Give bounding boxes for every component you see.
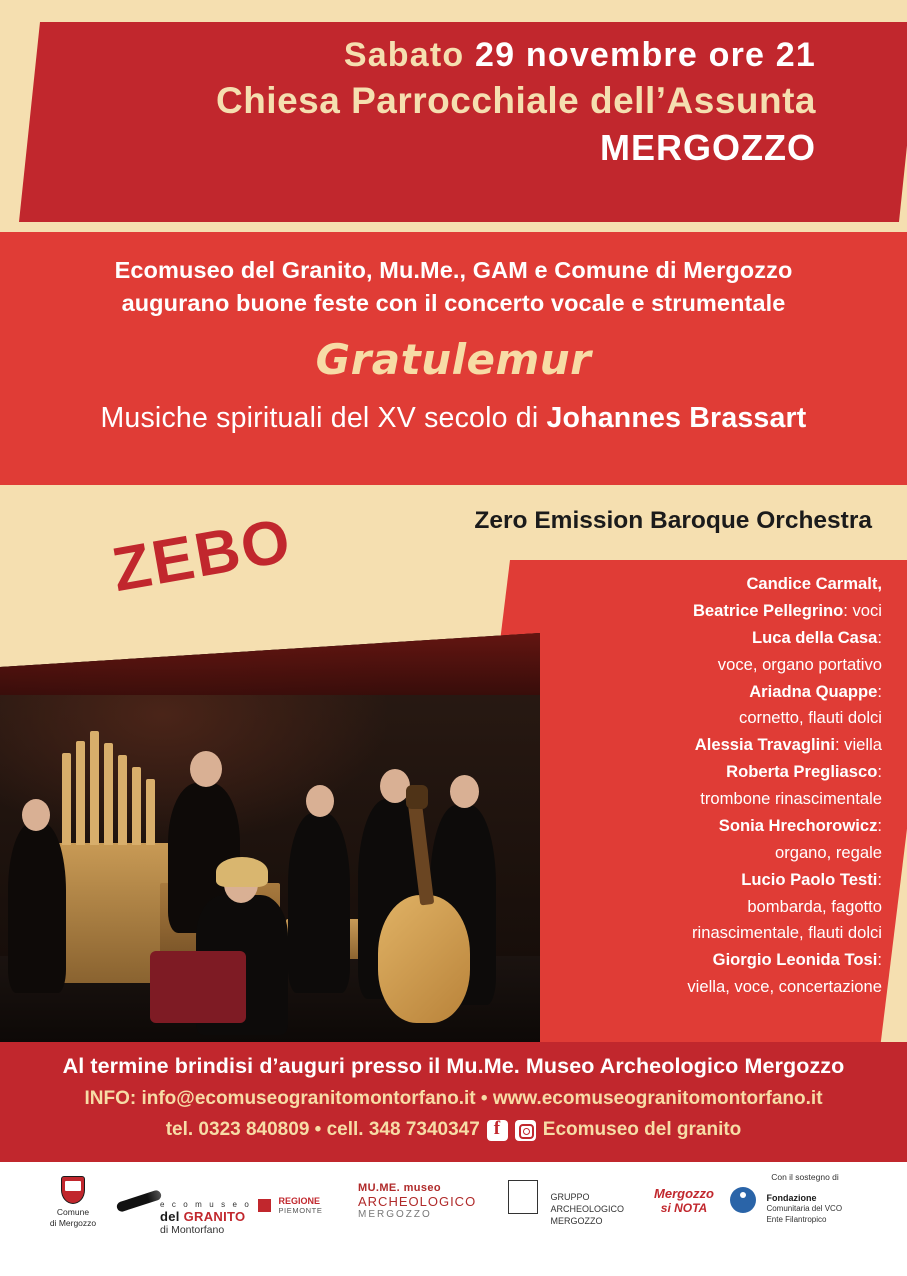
logo-gam [508,1180,648,1227]
logo-caption [30,1207,116,1228]
organ-pipe [146,779,155,845]
musician-face [190,751,222,787]
logo-fondazione-vco [730,1172,898,1225]
performer-role: : [877,681,882,701]
logo-line: Fondazione [766,1192,817,1203]
logo-line: MERGOZZO [550,1215,603,1226]
ensemble-full-name: Zero Emission Baroque Orchestra [474,507,872,534]
list-item [520,947,882,974]
organ-pipe [104,743,113,845]
phone-numbers: tel. 0323 840809 • cell. 348 7340347 [165,1119,480,1140]
performer-name: Ariadna Quappe [749,681,878,701]
info-band [0,1042,907,1162]
logo-line [160,1209,268,1224]
performer-name: Sonia Hrechorowicz [718,815,878,835]
list-item [520,652,882,679]
stage-curtain [0,633,540,695]
ensemble-section [0,485,907,1042]
musician-face [450,775,479,808]
list-item [520,571,882,598]
logo-line: di Mergozzo [49,1217,97,1228]
organizers-line: Ecomuseo del Granito, Mu.Me., GAM e Comune di Mergozzo [114,257,793,283]
musician-face [306,785,334,817]
event-date-value: 29 novembre ore 21 [475,36,816,74]
logo-line: MERGOZZO [358,1209,432,1220]
header-band [0,0,907,232]
logo-line: di Montorfano [160,1224,225,1236]
performer-name: Beatrice Pellegrino [692,600,844,620]
list-item [520,867,882,894]
logo-line: Comunitaria del VCO [766,1204,843,1214]
performer-name: Alessia Travaglini [694,735,835,755]
list-item [520,894,882,921]
venue-city: MERGOZZO [600,126,816,168]
logo-line: MU.ME. museo [358,1182,442,1194]
performer-role: voce, organo portativo [717,654,882,674]
list-item [520,598,882,625]
concert-subtitle [0,402,907,435]
sponsor-logos-bar [0,1162,907,1276]
performer-role: : [877,627,882,647]
greeting-line: augurano buone feste con il concerto vocale e strumentale [121,290,786,317]
list-item [520,813,882,840]
list-item [520,732,882,759]
performer-name: Luca della Casa [751,627,878,647]
chair [150,951,246,1023]
logo-line: REGIONE [278,1196,320,1206]
logo-line: PIEMONTE [278,1206,323,1215]
logo-regione-piemonte [258,1196,348,1215]
performer-role: viella, voce, concertazione [687,977,882,997]
event-date-line [0,36,816,74]
logo-line: Comune [56,1207,90,1217]
logo-line: si NOTA [660,1201,708,1215]
coat-of-arms-icon [61,1176,85,1204]
subtitle-plain: Musiche spirituali del XV secolo di [100,401,547,434]
performer-name: Giorgio Leonida Tosi [712,950,878,970]
list-item [520,786,882,813]
performer-name: Candice Carmalt, [746,574,882,593]
composer-name: Johannes Brassart [546,401,807,434]
list-item [520,679,882,706]
organ-pipe [132,767,141,845]
venue-name: Chiesa Parrocchiale dell’Assunta [215,80,816,122]
performer-role: : viella [834,735,882,755]
list-item [520,705,882,732]
performer-name: Roberta Pregliasco [726,762,878,782]
regione-piemonte-icon [258,1199,271,1212]
intro-band [0,232,907,485]
concert-title: Gratulemur [315,334,592,384]
performer-role: : [877,762,882,782]
header-text-group [0,36,838,168]
performer-role: rinascimentale, flauti dolci [692,923,882,943]
performer-role: : [877,869,882,889]
hair [216,857,268,887]
performer-role: bombarda, fagotto [747,896,882,916]
performers-list [520,571,890,1001]
logo-line: e c o m u s e o [160,1200,252,1209]
logo-line: ARCHEOLOGICO [550,1203,624,1214]
after-concert-note: Al termine brindisi d’auguri presso il Mu.Me. Museo Archeologico Mergozzo [62,1054,845,1078]
performer-role: : [877,950,882,970]
list-item [520,974,882,1001]
performer-role: : [877,815,882,835]
logo-mume [358,1182,528,1220]
list-item [520,759,882,786]
logo-mergozzo-si-nota [636,1186,732,1215]
event-date-prefix: Sabato [343,36,476,74]
chisel-icon [116,1189,163,1213]
organ-pipe [76,741,85,845]
organ-pipe [90,731,99,845]
ensemble-acronym: ZEBO [107,505,297,606]
logo-ecomuseo-granito [118,1180,268,1236]
performer-role: : voci [843,600,882,620]
performer-role: organo, regale [774,842,882,862]
list-item [520,625,882,652]
logo-line: ARCHEOLOGICO [358,1194,477,1209]
logo-line-part: GRANITO [183,1209,246,1224]
musician-face [22,799,50,831]
logo-line: Ente Filantropico [766,1214,827,1224]
performer-role: trombone rinascimentale [700,789,882,808]
ensemble-photo [0,633,540,1042]
performer-name: Lucio Paolo Testi [741,869,878,889]
contact-phones-social [0,1119,907,1141]
list-item [520,920,882,947]
social-handle: Ecomuseo del granito [542,1119,742,1140]
musician-figure [288,813,350,993]
logo-line-part: del [160,1209,184,1224]
instagram-icon[interactable] [515,1120,536,1141]
fondazione-icon [730,1187,756,1213]
organ-pipe [62,753,71,845]
facebook-icon[interactable] [487,1120,508,1141]
viola-da-gamba-scroll [406,785,428,809]
logo-line: GRUPPO [550,1192,590,1203]
support-label: Con il sostegno di [771,1172,839,1182]
logo-comune-mergozzo [30,1176,116,1228]
list-item [520,840,882,867]
gam-emblem-icon [508,1180,538,1214]
contact-email-web[interactable]: INFO: info@ecomuseogranitomontorfano.it • www.ecomuseogranitomontorfano.it [84,1088,823,1109]
organ-pipe [118,755,127,845]
viola-da-gamba-body [378,895,470,1023]
logo-line: Mergozzo [654,1186,714,1201]
musician-figure [8,823,66,993]
performer-role: cornetto, flauti dolci [739,708,882,728]
